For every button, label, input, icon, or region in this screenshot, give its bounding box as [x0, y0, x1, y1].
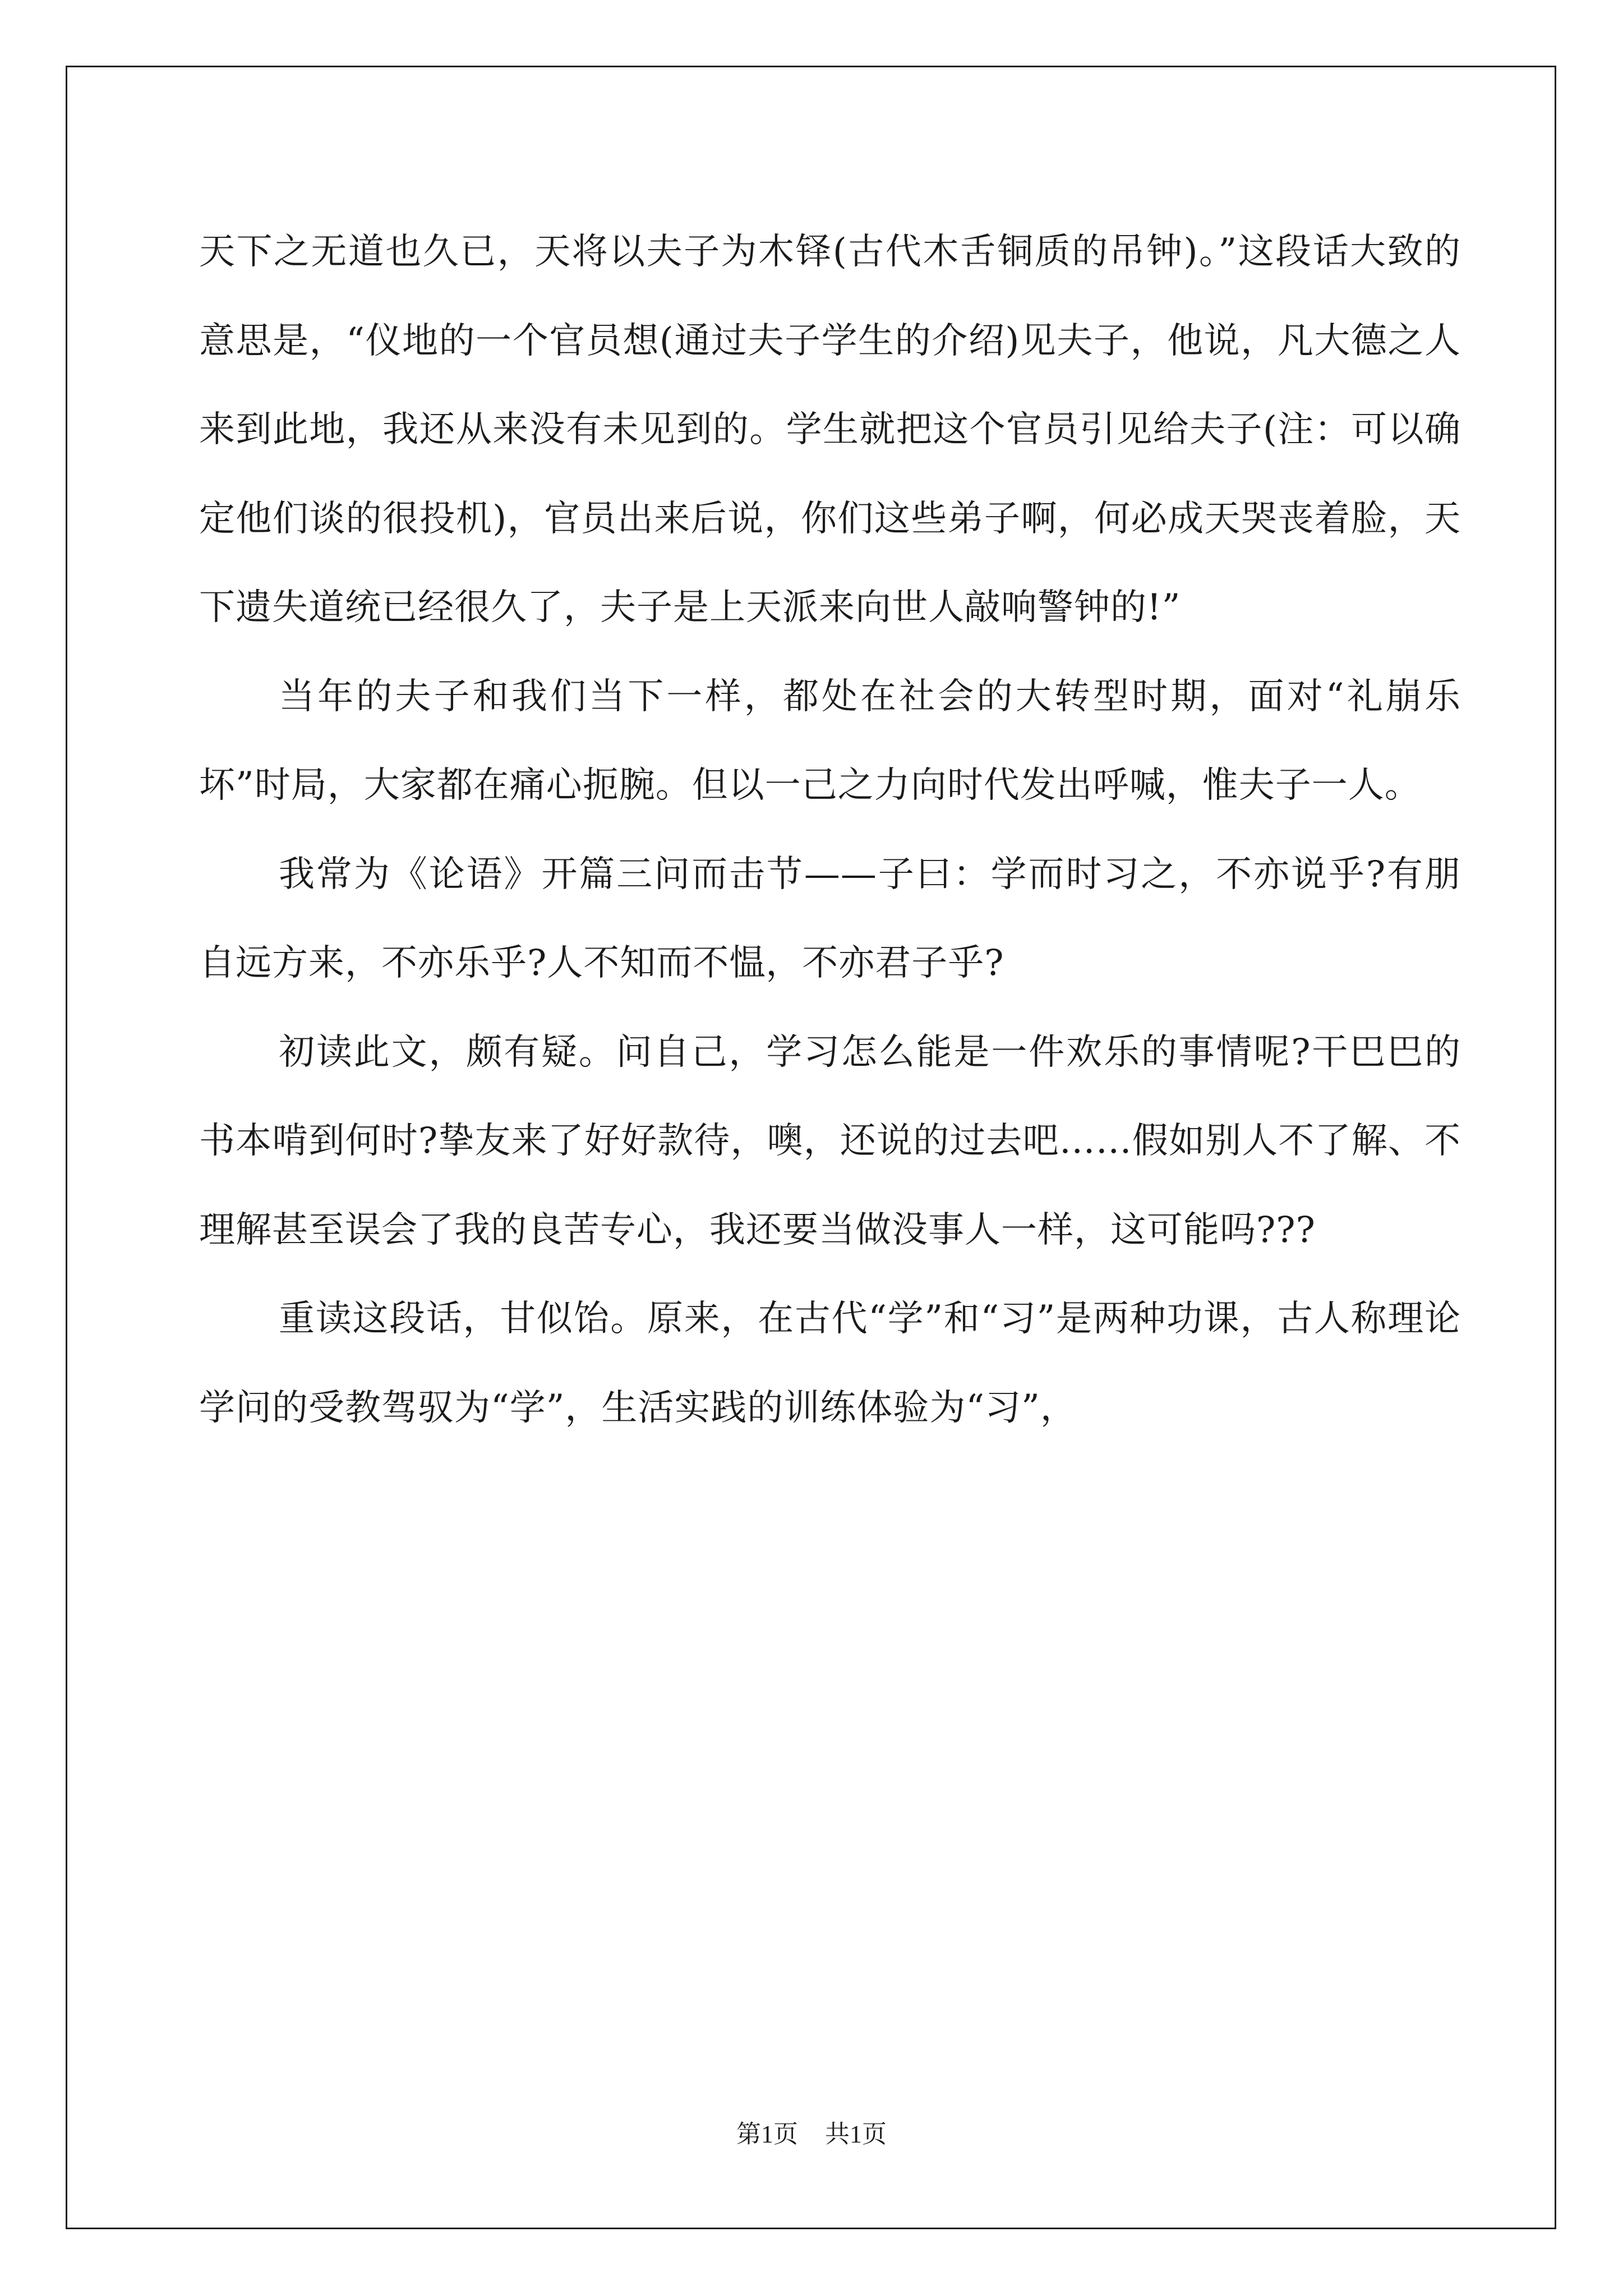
- paragraph-4: 初读此文，颇有疑。问自己，学习怎么能是一件欢乐的事情呢?干巴巴的书本啃到何时?挚友来了好好款待，噢，还说的过去吧……假如别人不了解、不理解甚至误会了我的良苦专心，我还要当做没事人一样，这可能吗???: [199, 1031, 1461, 1251]
- page-footer: [0, 2118, 1623, 2151]
- page-number: 第1页: [736, 2120, 798, 2148]
- paragraph-3: 我常为《论语》开篇三问而击节——子曰：学而时习之，不亦说乎?有朋自远方来，不亦乐乎?人不知而不愠，不亦君子乎?: [199, 853, 1461, 984]
- paragraph-1: 天下之无道也久已，天将以夫子为木铎(古代木舌铜质的吊钟)。”这段话大致的意思是，“仪地的一个官员想(通过夫子学生的介绍)见夫子，他说，凡大德之人来到此地，我还从来没有未见到的。学生就把这个官员引见给夫子(注：可以确定他们谈的很投机)，官员出来后说，你们这些弟子啊，何必成天哭丧着脸，天下遗失道统已经很久了，夫子是上天派来向世人敲响警钟的!”: [199, 231, 1461, 628]
- document-body: [199, 208, 1461, 1452]
- paragraph-2: 当年的夫子和我们当下一样，都处在社会的大转型时期，面对“礼崩乐坏”时局，大家都在痛心扼腕。但以一己之力向时代发出呼喊，惟夫子一人。: [199, 675, 1461, 806]
- paragraph-5: 重读这段话，甘似饴。原来，在古代“学”和“习”是两种功课，古人称理论学问的受教驾驭为“学”，生活实践的训练体验为“习”，: [199, 1298, 1461, 1429]
- page-total: 共1页: [825, 2120, 887, 2148]
